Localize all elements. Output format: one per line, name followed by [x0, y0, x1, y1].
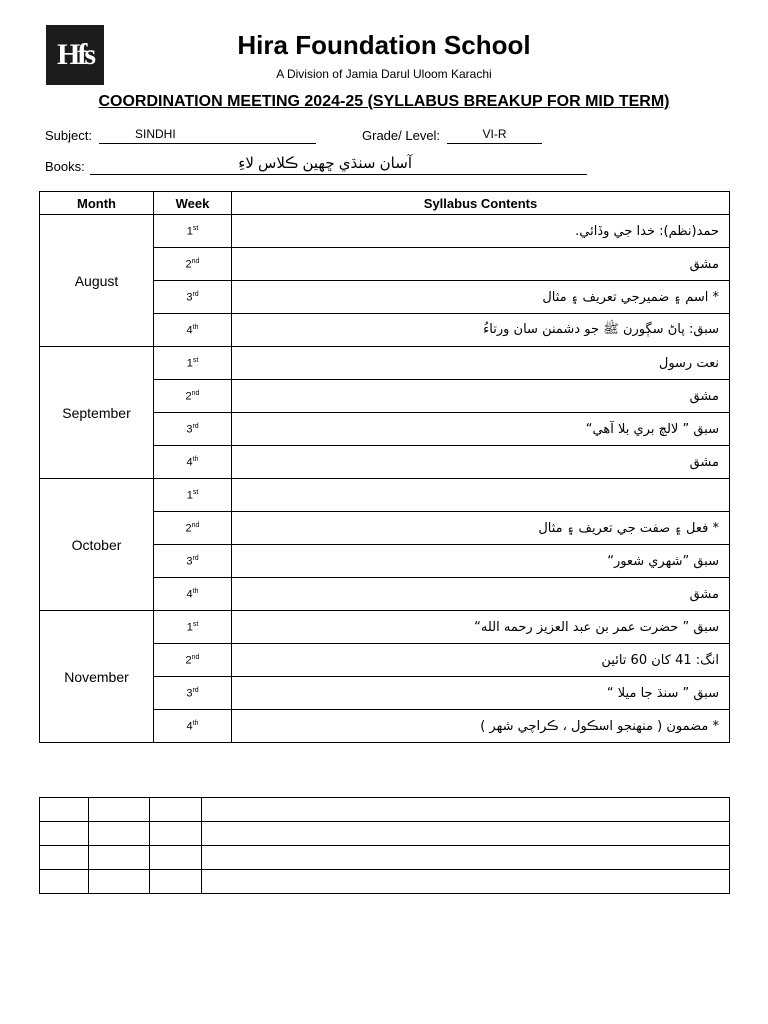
table-row: [40, 479, 730, 512]
blank-cell: [40, 798, 89, 822]
blank-cell: [40, 870, 89, 894]
division-subtitle: A Division of Jamia Darul Uloom Karachi: [276, 67, 492, 81]
syllabus-content: نعت رسول: [232, 347, 730, 380]
syllabus-content: سبق ” حضرت عمر بن عبد العزيز رحمه الله“: [232, 611, 730, 644]
blank-row: [40, 822, 730, 846]
blank-cell: [40, 846, 89, 870]
week-cell: 1st: [154, 479, 232, 512]
blank-cell: [89, 870, 150, 894]
grade-label: Grade/ Level:: [362, 128, 441, 143]
blank-cell: [202, 870, 730, 894]
table-row: [40, 611, 730, 644]
syllabus-content: سبق ” سنڌ جا ميلا “: [232, 677, 730, 710]
blank-cell: [202, 846, 730, 870]
syllabus-content: حمد(نظم): خدا جي وڏائي.: [232, 215, 730, 248]
syllabus-content: * فعل ۽ صفت جي تعريف ۽ مثال: [232, 512, 730, 545]
week-cell: 1st: [154, 215, 232, 248]
syllabus-content: سبق ” لالچ بري بلا آهي“: [232, 413, 730, 446]
week-cell: 4th: [154, 446, 232, 479]
blank-row: [40, 870, 730, 894]
table-row: [40, 215, 730, 248]
blank-cell: [150, 870, 202, 894]
syllabus-content: سبق: پاڻ سڳورن ﷺ جو دشمنن سان ورتاءُ: [232, 314, 730, 347]
subject-label: Subject:: [45, 128, 92, 143]
syllabus-content: مشق: [232, 380, 730, 413]
blank-table: [39, 797, 730, 894]
week-cell: 4th: [154, 314, 232, 347]
blank-cell: [150, 798, 202, 822]
blank-cell: [150, 846, 202, 870]
grade-field: [447, 127, 542, 144]
month-header: Month: [40, 192, 154, 215]
month-cell-november: November: [40, 611, 154, 743]
contents-header: Syllabus Contents: [232, 192, 730, 215]
syllabus-content: [232, 479, 730, 512]
week-cell: 2nd: [154, 512, 232, 545]
books-field: [90, 154, 587, 175]
blank-cell: [89, 846, 150, 870]
week-cell: 1st: [154, 347, 232, 380]
blank-cell: [89, 822, 150, 846]
week-cell: 3rd: [154, 677, 232, 710]
books-label: Books:: [45, 159, 85, 174]
month-cell-september: September: [40, 347, 154, 479]
table-row: [40, 347, 730, 380]
month-cell-august: August: [40, 215, 154, 347]
subject-value: SINDHI: [135, 127, 176, 141]
week-cell: 3rd: [154, 281, 232, 314]
week-cell: 1st: [154, 611, 232, 644]
week-cell: 3rd: [154, 545, 232, 578]
blank-cell: [89, 798, 150, 822]
week-cell: 2nd: [154, 380, 232, 413]
syllabus-content: مشق: [232, 248, 730, 281]
week-cell: 3rd: [154, 413, 232, 446]
blank-cell: [202, 822, 730, 846]
syllabus-content: * اسم ۽ ضميرجي تعريف ۽ مثال: [232, 281, 730, 314]
blank-row: [40, 846, 730, 870]
school-name: Hira Foundation School: [237, 30, 531, 60]
syllabus-table: [39, 191, 730, 743]
logo-text: Hfs: [57, 38, 93, 71]
week-cell: 2nd: [154, 644, 232, 677]
syllabus-content: مشق: [232, 446, 730, 479]
table-header-row: [40, 192, 730, 215]
blank-cell: [40, 822, 89, 846]
blank-cell: [150, 822, 202, 846]
grade-value: VI-R: [482, 127, 507, 141]
syllabus-content: سبق ”شهري شعور“: [232, 545, 730, 578]
week-cell: 4th: [154, 710, 232, 743]
meeting-title: COORDINATION MEETING 2024-25 (SYLLABUS BREAKUP FOR MID TERM): [98, 93, 670, 110]
subject-field: [99, 127, 316, 144]
blank-cell: [202, 798, 730, 822]
blank-row: [40, 798, 730, 822]
syllabus-content: انگ: 41 کان 60 تائين: [232, 644, 730, 677]
books-value: آسان سنڌي ڇهين ڪلاس لاءِ: [238, 155, 412, 172]
week-header: Week: [154, 192, 232, 215]
syllabus-content: مشق: [232, 578, 730, 611]
syllabus-content: * مضمون ( منهنجو اسڪول ، ڪراچي شهر ): [232, 710, 730, 743]
week-cell: 2nd: [154, 248, 232, 281]
month-cell-october: October: [40, 479, 154, 611]
week-cell: 4th: [154, 578, 232, 611]
